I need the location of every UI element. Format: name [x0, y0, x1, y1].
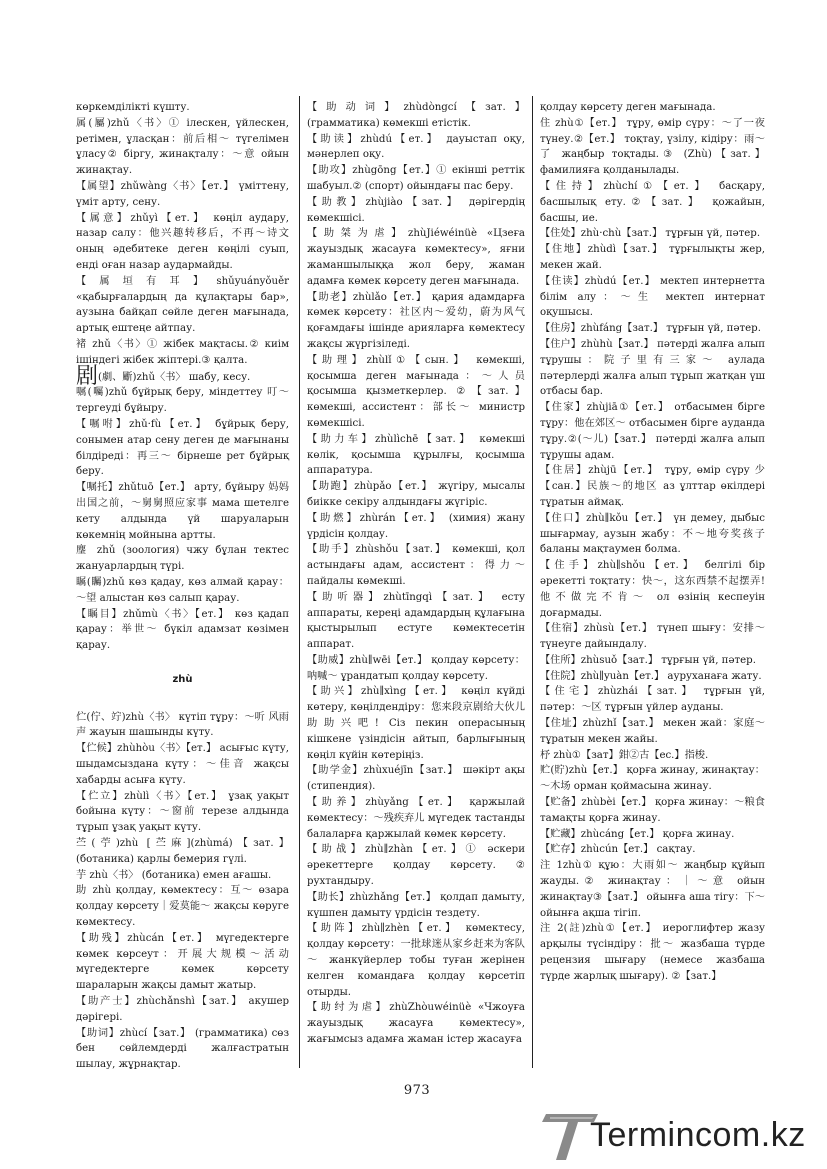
dictionary-entry: 瞩(矚)zhǔ көз қадау, көз алмай қарау：～望 алыстан көз салып қарау.: [76, 576, 289, 604]
dictionary-entry: 【助纣为虐】zhùZhòuwéinüè «Чжоуға жауыздық жасауға көмектесу», жағымсыз адамға жаман істер жасауға: [307, 1002, 525, 1046]
dictionary-entry: 【住读】zhùdú【ет.】 мектеп интернетта білім алу：～生 мектеп интернат оқушысы.: [540, 275, 765, 319]
termincom-logo: [540, 1108, 820, 1164]
dictionary-entry: көркемділікті күшту.: [76, 102, 190, 113]
dictionary-entry: 【伫立】zhùlì〈书〉【ет.】 ұзақ уақыт бойына күту：～窗前 терезе алдында тұрып ұзақ уақыт күту.: [76, 790, 289, 834]
dictionary-entry: 【助听器】zhùtīngqì【зат.】 есту аппараты, кереңі адамдардың құлағына қыстырылып естуге көмектесетін аппарат.: [307, 591, 525, 651]
dictionary-entry: 【助力车】zhùlìchē【зат.】 көмекші көлік, қосымша құрылғы, қосымша аппаратура.: [307, 433, 525, 477]
dictionary-entry: 【住所】zhùsuǒ【зат.】 тұрғын үй, пәтер.: [540, 654, 756, 666]
dictionary-entry: 【助燃】zhùrán【ет.】 (химия) жану үрдісін қолдау.: [307, 512, 525, 540]
dictionary-entry: 【住居】zhùjū【ет.】 тұру, өмір сүру 少【сан.】民族～的地区 аз ұлттар өкілдері тұратын аймақ.: [540, 465, 765, 508]
dictionary-entry: 【助教】zhùjiào【зат.】 дәрігердің көмекшісі.: [307, 196, 525, 224]
dictionary-entry: 【嘱咐】zhǔ·fù【ет.】 бұйрық беру, сонымен атар сену деген де мағынаны білдіреді：再三～ бірнеше рет бұйрық беру.: [76, 418, 289, 478]
dictionary-entry: 【助手】zhùshǒu【зат.】 көмекші, қол астындағы адам, ассистент：得力～ пайдалы көмекші.: [307, 544, 525, 587]
dictionary-entry: 【助攻】zhùgōng【ет.】① екінші реттік шабуыл.② (спорт) ойындағы пас беру.: [307, 165, 525, 192]
dictionary-entry: 【住手】zhù∥shǒu【ет.】 белгілі бір әрекетті тоқтату：快～，这东西禁不起摆弄! 他不做完不肯～ ол өзінің кеспеуін доғармады.: [540, 560, 765, 619]
column-divider-right: [532, 96, 533, 1068]
dictionary-entry: 注 2(註)zhù①【ет.】 иероглифтер жазу арқылы түсіндіру：批～ жазбаша түрде рецензия шығару (немесе жазбаша түрде жарлық шығару). ②【зат.】: [540, 923, 765, 982]
dictionary-entry: 【助兴】zhù∥xìng【ет.】 көңіл күйді көтеру, көңілдендіру：您来段京剧给大伙儿助助兴吧! Сіз пекин операсының кішкене үзіндісін айтып, барлығының көңіл күйін көтеріңіз.: [307, 686, 525, 761]
dictionary-entry: 杼 zhù①【зат】鉗②古【ес.】指梭.: [540, 749, 709, 761]
dictionary-entry: 【住宅】zhùzhái【зат.】 тұрғын үй, пәтер：～区 тұрғын үйлер ауданы.: [540, 686, 765, 714]
dictionary-entry: 【助桀为虐】zhùJiéwéinüè «Цзеға жауыздық жасауға көмектесу», яғни жаманшылыққа жол беру, жаман адамға көмек көрсету деген мағынада.: [307, 228, 525, 287]
dictionary-entry: 【住址】zhùzhǐ【зат.】 мекен жай：家庭～ тұратын мекен жайы.: [540, 718, 765, 745]
dictionary-entry: 【助动词】zhùdòngcí【зат.】 (грамматика) көмекші етістік.: [307, 102, 525, 129]
dictionary-entry: 【助威】zhù∥wēi【ет.】 қолдау көрсету：呐喊～ ұрандатып қолдау көрсету.: [307, 654, 525, 682]
dictionary-entry: 【助老】zhùlǎo【ет.】 қария адамдарға көмек көрсету：社区内～爱幼，蔚为风气 қоғамдағы ішінде арияларға көмектесу жақсы жүргізіледі.: [307, 291, 525, 350]
dictionary-entry: 【助长】zhùzhǎng【ет.】 қолдап дамыту, күшпен дамыту үрдісін тездету.: [307, 891, 525, 919]
dictionary-entry: 【住宿】zhùsù【ет.】 түнеп шығу：安排～ түнеуге дайындалу.: [540, 623, 765, 651]
dictionary-entry: 【住地】zhùdì【зат.】 тұрғылықты жер, мекен жай.: [540, 244, 765, 271]
page-number: 973: [403, 1083, 431, 1098]
dictionary-entry: қолдау көрсету деген мағынада.: [540, 102, 716, 113]
dictionary-entry: 【贮藏】zhùcáng【ет.】 қорға жинау.: [540, 828, 735, 840]
dictionary-entry: 【住院】zhù∥yuàn【ет.】 ауруханаға жату.: [540, 670, 762, 682]
column-divider-left: [299, 96, 300, 1068]
dictionary-entry: 【住户】zhùhù【зат.】 пәтерді жалға алып тұрушы：院子里有三家～ аулада пәтерлерді жалға алып тұрып жатқан үш отбасы бар.: [540, 338, 765, 398]
dictionary-entry: 【助阵】zhù∥zhèn【ет.】 көмектесу, қолдау көрсету：一批球迷从家乡赶来为客队～ жанкүйерлер тобы туған жерінен келген командаға қолдау көрсетіп отырды.: [307, 923, 525, 998]
dictionary-column-3: [540, 100, 765, 1062]
dictionary-entry: 麈 zhǔ (зоология) чжу бұлан тектес жануарлардың түрі.: [76, 545, 289, 573]
dictionary-entry: 【助养】zhùyǎng【ет.】 қаржылай көмектесу：～残疾弃儿 мүгедек тастанды балаларға қаржылай көмек көрсету.: [307, 797, 525, 840]
dictionary-entry: 【助跑】zhùpǎo【ет.】 жүгіру, мысалы биікке секіру алдындағы жүгіріс.: [307, 481, 525, 508]
dictionary-entry: 【助产士】zhùchǎnshì【зат.】 акушер дәрігері.: [76, 996, 289, 1023]
dictionary-entry: 【助残】zhùcán【ет.】 мүгедектерге көмек көрсеут：开展大规模～活动 мүгедектерге көмек көрсету шараларын жақсы дамыт жатыр.: [76, 932, 289, 992]
dictionary-entry: 苎(苧)zhù [苎麻](zhùmá)【зат.】 (ботаника) қарлы бемерия гүлі.: [76, 838, 289, 865]
dictionary-entry: 注 1zhù① құю：大雨如～ жаңбыр құйып жауды.② жинақтау：｜～意 ойын жинақтау③【зат.】 ойынға аша тігу：下～ ойынға ақша тігіп.: [540, 860, 765, 919]
dictionary-entry: 褚 zhǔ〈书〉① жібек мақтасы.② киім ішіндегі жібек жіптері.③ қалта.: [76, 338, 289, 366]
section-heading: zhù: [172, 673, 193, 685]
dictionary-entry: 属(屬)zhǔ〈书〉① ілескен, үйлескен, ретімен, ұласқан：前后相～ түгелімен ұласу② біргу, жинақталу：～意 ойын жинақтау.: [76, 117, 289, 177]
dictionary-entry: 【住处】zhù·chù【зат.】 тұрғын үй, пәтер.: [540, 228, 761, 240]
dictionary-entry: 住 zhù①【ет.】 тұру, өмір сүру：～了一夜 түнеу.②【ет.】 тоқтау, үзілу, кідіру：雨～了 жаңбыр тоқтады.③ (Zhù)【зат.】 фамилияға қолданылады.: [540, 117, 765, 177]
dictionary-entry: 【贮备】zhùbèi【ет.】 қорға жинау：～粮食 тамақты қорға жинау.: [540, 797, 765, 824]
dictionary-entry: 剧(劇、斸)zhǔ〈书〉 шабу, кесу.: [76, 363, 251, 389]
dictionary-column-1: [76, 100, 289, 1071]
dictionary-column-2: [307, 100, 525, 1062]
dictionary-entry: 【助学金】zhùxuéjīn【зат.】 шәкірт ақы (стипендия).: [307, 765, 525, 793]
dictionary-entry: 【助读】zhùdú【ет.】 дауыстап оқу, мәнерлеп оқу.: [307, 133, 525, 161]
dictionary-entry: 【属垣有耳】shǔyuányǒuěr «қабырғалардың да құлақтары бар», аузына байқап сөйле деген мағынада, артық ештеңе айтпау.: [76, 275, 289, 335]
dictionary-entry: 【助理】zhùlǐ①【сын.】 көмекші, қосымша деген мағынада：～人员 қосымша қызметкерлер. ②【зат.】 көмекші, ассистент：部长～ министр көмекшісі.: [307, 354, 525, 429]
dictionary-entry: 【住家】zhùjiā①【ет.】 отбасымен бірге тұру：他在郊区～ отбасымен бірге ауданда тұру.②(～儿)【зат.】 пәтерді жалға алып тұрушы адам.: [540, 402, 765, 461]
dictionary-entry: 嘱(囑)zhǔ бұйрық беру, міндеттеу 叮～ тергеуді бұйыру.: [76, 387, 289, 415]
headword-large: 剧: [76, 363, 99, 389]
dictionary-entry: 【住口】zhù∥kǒu【ет.】 үн демеу, дыбыс шығармау, аузын жабу：不～地夸奖孩子 баланы мақтаумен болма.: [540, 512, 765, 556]
dictionary-entry: 【住房】zhùfáng【зат.】 тұрғын үй, пәтер.: [540, 323, 761, 335]
dictionary-entry: 【属意】zhǔyì【ет.】 көңіл аудару, назар салу：他兴趣转移后，不再～诗文 оның әдебитеке деген көңілі суып, енді оған назар аудармайды.: [76, 212, 289, 271]
logo-wordmark: Termincom.kz: [590, 1116, 806, 1154]
dictionary-entry: 【嘱托】zhǔtuō【ет.】 арту, бұйыру 妈妈出国之前，～舅舅照应家事 мама шетелге кету алдында үй шаруаларын көкемнің мойнына артты.: [76, 482, 289, 541]
dictionary-entry: 【助词】zhùcí【зат.】 (грамматика) сөз бен сөйлемдерді жалғастратын шылау, жұрнақтар.: [76, 1027, 289, 1071]
dictionary-entry: 【伫候】zhùhòu〈书〉【ет.】 асығыс күту, шыдамсыздана күту：～佳音 жақсы хабарды асыға күту.: [76, 743, 289, 786]
dictionary-entry: 【贮存】zhùcún【ет.】 сақтау.: [540, 844, 696, 856]
dictionary-entry: 伫(佇、竚)zhù〈书〉 күтіп тұру：～听 风雨声 жауын шашынды күту.: [76, 711, 289, 739]
dictionary-entry: 芋 zhù〈书〉 (ботаника) емен ағашы.: [76, 869, 272, 881]
dictionary-entry: 【瞩目】zhǔmù〈书〉【ет.】 көз қадап қарау：举世～ бүкіл адамзат көзімен қарау.: [76, 608, 289, 652]
dictionary-entry: 【助战】zhù∥zhàn【ет.】① әскери әрекеттерге қолдау көрсету. ② рухтандыру.: [307, 844, 525, 888]
dictionary-entry: 【住持】zhùchí①【ет.】 басқару, басшылық ету.②【зат.】 қожайын, басшы, ие.: [540, 180, 765, 224]
dictionary-entry: 【属望】zhǔwàng〈书〉【ет.】 үміттену, үміт арту, сену.: [76, 180, 289, 208]
dictionary-entry: 贮(貯)zhù【ет.】 қорға жинау, жинақтау：～木场 орман қоймасына жинау.: [540, 765, 765, 793]
dictionary-entry: 助 zhù қолдау, көмектесу：互～ өзара қолдау көрсету｜爱莫能～ жақсы көруге көмектесу.: [76, 885, 289, 929]
